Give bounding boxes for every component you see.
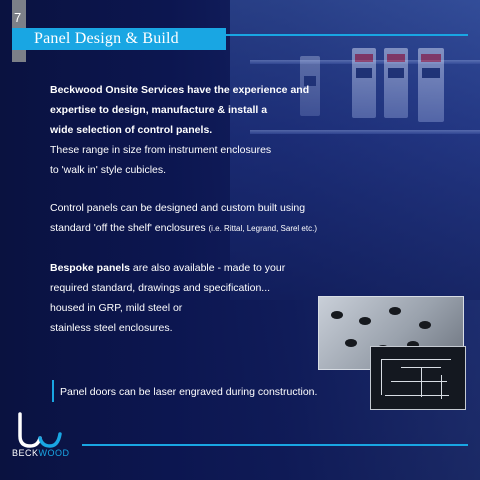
bespoke-heading: Bespoke panels	[50, 262, 130, 274]
cutout	[419, 321, 431, 329]
intro-line: Beckwood Onsite Services have the experience and	[50, 84, 310, 96]
bespoke-line: stainless steel enclosures.	[50, 322, 173, 334]
cutout	[345, 339, 357, 347]
bespoke-paragraph	[50, 258, 350, 338]
engraved-line	[421, 367, 422, 397]
standard-text: standard 'off the shelf' enclosures	[50, 222, 209, 234]
engraved-line	[391, 381, 447, 382]
bespoke-line: housed in GRP, mild steel or	[50, 302, 183, 314]
cutout	[389, 307, 401, 315]
title-rule	[226, 34, 468, 36]
intro-paragraph	[50, 80, 350, 180]
engraved-line	[381, 359, 451, 360]
logo-wordmark	[12, 448, 70, 458]
bespoke-text: are also available - made to your	[129, 262, 286, 274]
page-number: 7	[14, 10, 22, 25]
relay-module	[418, 48, 444, 122]
relay-module	[384, 48, 408, 118]
logo-wordmark-wood: WOOD	[38, 448, 70, 458]
page-title: Panel Design & Build	[34, 30, 179, 47]
intro-line: wide selection of control panels.	[50, 124, 213, 136]
standard-line: Control panels can be designed and custom built using	[50, 202, 306, 214]
engraved-line	[381, 359, 382, 395]
logo-wordmark-beck: BECK	[12, 448, 39, 458]
standard-line	[50, 218, 370, 239]
engraved-line	[385, 395, 449, 396]
intro-line: These range in size from instrument enclosures	[50, 144, 272, 156]
beckwood-logo-icon	[12, 410, 72, 470]
bespoke-line: required standard, drawings and specification...	[50, 282, 271, 294]
engraved-door-photo	[370, 346, 466, 410]
relay-module	[352, 48, 376, 118]
intro-line: expertise to design, manufacture & install a	[50, 104, 268, 116]
cutout	[331, 311, 343, 319]
intro-line: to 'walk in' style cubicles.	[50, 164, 167, 176]
callout-text: Panel doors can be laser engraved during construction.	[60, 386, 318, 398]
footer-rule	[82, 444, 468, 446]
bespoke-line	[50, 258, 350, 278]
cutout	[359, 317, 371, 325]
callout-accent	[52, 380, 54, 402]
standard-paragraph	[50, 198, 370, 239]
standard-examples: (i.e. Rittal, Legrand, Sarel etc.)	[208, 224, 317, 233]
